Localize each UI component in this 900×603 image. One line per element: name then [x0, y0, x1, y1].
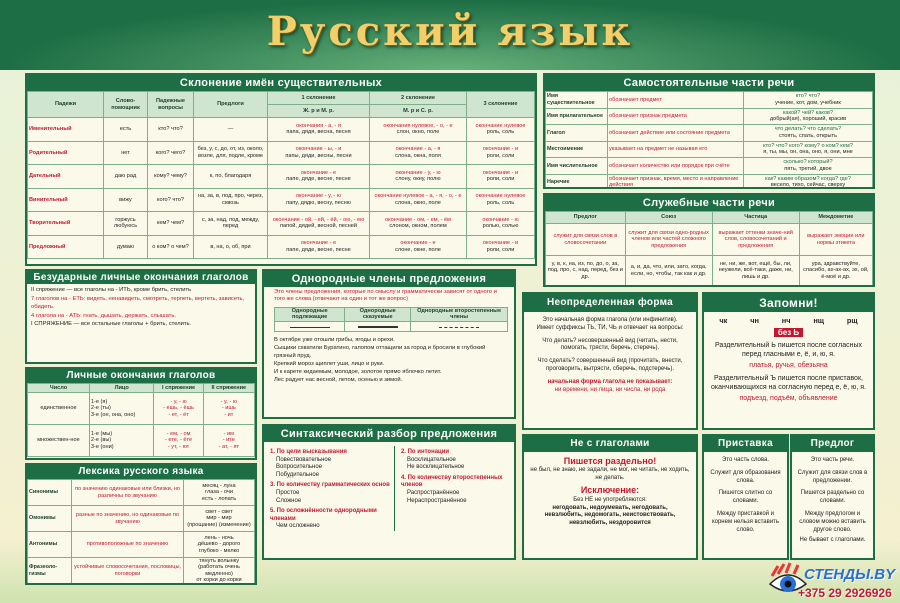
prefix-line: Служит для образования слова.	[710, 469, 781, 484]
declension-panel	[25, 73, 537, 266]
ending: окончание - ы, - и	[295, 146, 342, 153]
auxiliary-pos-title: Служебные части речи	[545, 195, 873, 211]
examples: ролью, солью	[482, 223, 519, 230]
col-subheader: М. р и С. р.	[370, 105, 467, 118]
col-header: Однородные сказуемые	[345, 308, 411, 322]
ending: окончание нулевое - а, - я, - о, - е	[374, 193, 462, 200]
pos-example	[744, 174, 873, 189]
syntax-heading: 4. По количеству второстепенных членов	[400, 474, 503, 489]
ending: - ишь	[221, 405, 236, 412]
ending: окончания - а, - я	[296, 122, 341, 129]
rule-line: II спряжение — все глаголы на - ИТЬ, кроме брить, стелить	[31, 287, 192, 293]
ne-verbs-panel	[522, 434, 698, 560]
declension-title: Склонение имён существительных	[27, 75, 535, 91]
syntax-item: Простое	[276, 489, 300, 496]
declension-cell	[370, 235, 467, 259]
case-cell: к, по, благодаря	[194, 165, 268, 189]
col-subheader: Ж. р и М. р.	[268, 105, 370, 118]
person-cell: 2-е (вы)	[90, 437, 112, 444]
ending: окончание - ю	[482, 216, 519, 223]
syntax-item: Нераспространённое	[406, 497, 467, 504]
lexicon-table	[27, 479, 255, 585]
col-header: II спряжение	[203, 384, 254, 393]
example-sentence: В октябре уже отошли грибы, ягоды и орехи.	[274, 336, 395, 343]
table-row	[28, 558, 255, 585]
pos-example	[744, 125, 873, 142]
col-header: Предлоги	[194, 92, 268, 118]
examples: папа, дядя, весна, песня	[286, 129, 351, 136]
aux-cell: выражает эмоции или нормы этикета	[799, 224, 872, 256]
personal-endings-table	[27, 383, 255, 457]
pos-name: Местоимение	[546, 141, 608, 158]
brand-name: СТЕНДЫ.BY	[804, 566, 896, 583]
aux-cell: ура, здравствуйте, спасибо, ах-ах-ах, эх, ой, ё-моё и др.	[799, 256, 872, 286]
col-header: Падежи	[28, 92, 104, 118]
preposition-line: Служит для связи слов в предложении.	[797, 469, 868, 484]
preposition-line: Пишется раздельно со словами.	[800, 490, 865, 505]
example: лень - ночь	[204, 534, 234, 541]
declension-cell	[268, 235, 370, 259]
col-header: I спряжение	[154, 384, 203, 393]
declension-cell	[467, 188, 535, 212]
case-cell: горжусь любуюсь	[104, 212, 148, 236]
ne-exception-title: Исключение:	[580, 485, 640, 496]
number-cell: множествен-ное	[28, 425, 90, 457]
brand-phone: +375 29 2926926	[798, 586, 892, 600]
case-name: Дательный	[28, 165, 104, 189]
pos-words: я, ты, мы, он, она, оно, я, они, мне	[763, 149, 853, 156]
examples: слона, окна, поля	[395, 152, 441, 159]
preposition-line: Между предлогом и словом можно вставить другое слово.	[799, 510, 866, 533]
homogeneous-title: Однородные члены предложения	[264, 271, 514, 287]
declension-cell	[370, 165, 467, 189]
table-row	[28, 480, 255, 506]
letter-combo: чн	[750, 316, 759, 325]
lexicon-definition: противоположные по значению	[72, 532, 184, 558]
pos-question: что делать? что сделать?	[774, 126, 842, 133]
remember-example: подъезд, подъём, объявление	[739, 395, 838, 402]
syntax-item: Распространённое	[406, 489, 460, 496]
col-header: Слово-помощник	[104, 92, 148, 118]
examples: роль, соль	[486, 199, 515, 206]
person-cell: 3-е (они)	[90, 443, 114, 450]
ne-exception-line: невзлюбить, нездоровится	[569, 519, 651, 526]
pos-definition: обозначает признак предмета	[608, 108, 744, 125]
case-cell: думаю	[104, 235, 148, 259]
case-name: Винительный	[28, 188, 104, 212]
col-header: Падежные вопросы	[148, 92, 194, 118]
pos-name: Имя существительное	[546, 92, 608, 109]
syntax-panel	[262, 424, 516, 560]
lexicon-title: Лексика русского языка	[27, 465, 255, 479]
letter-combo: нч	[781, 316, 791, 325]
aux-cell: служит для связи одно-родных членов или частей сложного предложения	[625, 224, 712, 256]
ending: окончание - и	[482, 169, 519, 176]
rule-line: 4 глагола на - АТЬ: гнать, дышать, держать, слышать.	[31, 312, 176, 319]
ending: окончание - и	[482, 146, 519, 153]
declension-cell	[467, 235, 535, 259]
col-header: Союз	[625, 212, 712, 224]
case-name: Родительный	[28, 141, 104, 165]
table-row	[28, 235, 535, 259]
preposition-line: Не бывает с глаголами.	[799, 537, 866, 544]
table-row	[28, 212, 535, 236]
table-row	[546, 174, 873, 189]
page-title: Русский язык	[266, 8, 634, 55]
remember-rule: Разделительный Ь пишется после согласных перед гласными е, ё, и, ю, я.	[714, 342, 863, 358]
rule-line: 7 глаголов на - ЕТЬ: видеть, ненавидеть, смотреть, терпеть, вертеть, зависеть, обидеть.	[31, 295, 245, 311]
pos-words: добрый(ая), хороший, красив	[769, 116, 847, 123]
ending: окончание - ом, - ем, - ём	[384, 216, 452, 223]
example: глаза - очи	[205, 489, 233, 496]
ending: окончание нулевое	[475, 193, 526, 200]
ending: окончание - ой, - ей, - ёй, - ою, - ею	[272, 216, 365, 223]
declension-cell	[467, 212, 535, 236]
lexicon-term: Омонимы	[28, 506, 72, 532]
pos-question: кто? что? кого? кому? о ком? кем?	[763, 142, 853, 149]
syntax-item: Чем осложнено	[276, 523, 320, 530]
ending: - ете, - ёте	[164, 437, 193, 444]
examples: слон, окно, поле	[396, 129, 440, 136]
col-header: 1 склонение	[268, 92, 370, 105]
table-row	[546, 92, 873, 109]
lexicon-example	[184, 506, 255, 532]
case-cell: на, за, в, под, про, через, сквозь	[194, 188, 268, 212]
syntax-item: Сложное	[276, 497, 302, 504]
case-cell: вижу	[104, 188, 148, 212]
case-name: Творительный	[28, 212, 104, 236]
table-row	[28, 506, 255, 532]
aux-cell: у, в, к, на, из, по, до, о, за, под, про, с, над, перед, без и др.	[546, 256, 626, 286]
remember-rule: Разделительный Ъ пишется после приставок, оканчивающихся на согласную перед е, ё, ю, я.	[711, 375, 866, 391]
case-name: Предложный	[28, 235, 104, 259]
ending: окончание - е	[300, 169, 337, 176]
syntax-item: Побудительное	[276, 471, 320, 478]
aux-cell: выражает оттенки значе-ний слов, словосочетаний и предложения	[712, 224, 799, 256]
syntax-heading: 3. По количеству грамматических основ	[270, 482, 390, 489]
prefix-panel	[702, 434, 789, 560]
lexicon-example	[184, 558, 255, 585]
pos-words: весело, тихо, сейчас, сверху	[770, 182, 846, 189]
table-row	[546, 141, 873, 158]
declension-cell	[268, 165, 370, 189]
lexicon-definition: устойчивые словосочетания, пословицы, поговорки	[72, 558, 184, 585]
table-row	[546, 108, 873, 125]
examples: роли, соли	[486, 152, 515, 159]
syntax-item: Восклицательное	[406, 456, 456, 463]
pos-name: Имя числительное	[546, 158, 608, 175]
col-header: Число	[28, 384, 90, 393]
auxiliary-pos-table	[545, 211, 873, 286]
examples: слоне, окне, поле	[395, 246, 441, 253]
letter-combo: нщ	[813, 316, 825, 325]
ending: - ут, - ют	[167, 443, 190, 450]
unstressed-endings-panel	[25, 269, 257, 364]
pos-question: какой? чей? каков?	[782, 109, 834, 116]
unstressed-endings-title: Безударные личные окончания глаголов	[27, 271, 255, 284]
infinitive-panel	[522, 292, 698, 430]
pos-words: пять, третий, двое	[784, 165, 832, 172]
ending: - у, - ю	[170, 398, 187, 405]
declension-cell	[370, 118, 467, 142]
rule-line: I СПРЯЖЕНИЕ — все остальные глаголы + брить, стелить.	[31, 321, 192, 328]
syntax-item: Вопросительное	[276, 464, 323, 471]
examples: роли, соли	[486, 176, 515, 183]
case-cell: даю рад	[104, 165, 148, 189]
auxiliary-pos-panel	[543, 193, 875, 287]
example-sentence: Лес радует нас весной, летом, осенью и зимой.	[274, 376, 403, 383]
ending: - ат, - ят	[218, 443, 240, 450]
declension-cell	[268, 212, 370, 236]
remember-example: платья, ручья, обезьяна	[749, 362, 828, 369]
table-row	[28, 165, 535, 189]
example-sentence: Крепкий мороз щиплет уши, лицо и руки.	[274, 360, 385, 367]
ending: окончание - е	[300, 240, 337, 247]
number-cell: единственное	[28, 393, 90, 425]
person-cell: 3-е (он, она, оно)	[90, 411, 136, 418]
infinitive-title: Неопределенная форма	[524, 294, 696, 312]
pos-definition: обозначает предмет	[608, 92, 744, 109]
case-cell: есть	[104, 118, 148, 142]
pos-question: кто? что?	[795, 93, 821, 100]
example: свет - свет	[205, 508, 233, 515]
ne-verbs-title: Не с глаголами	[524, 436, 696, 452]
pos-example	[744, 108, 873, 125]
pos-definition: обозначает признак, время, место и направление действия	[608, 174, 744, 189]
examples: папе, дяде, весне, песне	[286, 246, 351, 253]
declension-cell	[467, 141, 535, 165]
preposition-panel	[790, 434, 875, 560]
case-cell: о ком? о чем?	[148, 235, 194, 259]
homogeneous-panel	[262, 269, 516, 419]
pos-example	[744, 92, 873, 109]
col-header: Частица	[712, 212, 799, 224]
examples: роли, соли	[486, 246, 515, 253]
case-cell: в, на, о, об, при	[194, 235, 268, 259]
example: (прощание) (изменение)	[187, 521, 251, 528]
example: от корки до корки	[196, 577, 242, 584]
pos-example	[744, 158, 873, 175]
prefix-line: Это часть слова.	[721, 457, 770, 463]
example: мир - мир	[206, 515, 232, 522]
lexicon-definition: разные по значению, но одинаковые по звучанию	[72, 506, 184, 532]
case-cell: кого? чего?	[148, 141, 194, 165]
ending: окончание - и	[482, 240, 519, 247]
declension-cell	[268, 188, 370, 212]
declension-cell	[467, 165, 535, 189]
remember-title: Запомни!	[704, 294, 873, 312]
col-header: Предлог	[546, 212, 626, 224]
lexicon-term: Синонимы	[28, 480, 72, 506]
example: тянуть волынку	[198, 558, 240, 564]
independent-pos-title: Самостоятельные части речи	[545, 75, 873, 91]
ending: окончание - а, - я	[395, 146, 441, 153]
declension-cell	[370, 188, 467, 212]
prefix-line: Пишется слитно со словами.	[718, 490, 773, 505]
declension-table	[27, 91, 535, 259]
homogeneous-definition: Это члены предложения, которые по смыслу и грамматически зависят от одного и того же слова (отвечают на один и тот же вопрос)	[274, 289, 497, 302]
personal-endings-title: Личные окончания глаголов	[27, 369, 255, 383]
infinitive-line: Что сделать? совершенный вид (прочитать, внести, проговорить, вытрясти, сберечь, подстеречь).	[537, 358, 683, 372]
col-header: Междометие	[799, 212, 872, 224]
aux-cell: служит для связи слов в словосочетании	[546, 224, 626, 256]
examples: слоном, окном, полем	[389, 223, 447, 230]
examples: папу, дядю, весну, песню	[286, 199, 351, 206]
case-cell: кому? чему?	[148, 165, 194, 189]
lexicon-term: Антонимы	[28, 532, 72, 558]
case-cell: кто? что?	[148, 118, 194, 142]
table-row	[546, 158, 873, 175]
table-row	[28, 118, 535, 142]
col-header: 2 склонение	[370, 92, 467, 105]
independent-pos-table	[545, 91, 873, 189]
table-row	[28, 141, 535, 165]
ending: - ит	[224, 411, 234, 418]
example: (работать очень медленно)	[198, 564, 240, 577]
ending: - ет, - ёт	[168, 411, 189, 418]
case-cell: кого? что?	[148, 188, 194, 212]
ne-exception-line: негодовать, недоумевать, негодовать,	[552, 504, 668, 511]
ending: окончание нулевое	[475, 122, 526, 129]
case-name: Именительный	[28, 118, 104, 142]
examples: слона, окно, поле	[395, 199, 441, 206]
ending: окончания нулевое, - о, - е	[383, 122, 453, 129]
table-row	[546, 125, 873, 142]
table-row	[28, 188, 535, 212]
case-cell: —	[194, 118, 268, 142]
infinitive-line: Это начальная форма глагола (или инфинитив).	[542, 317, 678, 323]
examples: папе, дяде, весне, песне	[286, 176, 351, 183]
aux-cell: а, и, да, что, или, зато, когда, если, но, чтобы, так как и др.	[625, 256, 712, 286]
prefix-title: Приставка	[704, 436, 787, 452]
pos-name: Глагол	[546, 125, 608, 142]
col-header: 3 склонение	[467, 92, 535, 118]
example: есть - лопать	[201, 495, 237, 502]
declension-cell	[370, 141, 467, 165]
letter-combo: рщ	[846, 316, 858, 325]
ending: - ешь, - ёшь	[163, 405, 195, 412]
examples: папы, дяди, весны, песни	[285, 152, 352, 159]
example: глубоко - мелко	[198, 547, 240, 554]
examples: роль, соль	[486, 129, 515, 136]
col-header: Однородные подлежащие	[275, 308, 345, 322]
pos-question: как? каким образом? когда? где?	[765, 175, 851, 182]
syntax-item: Не восклицательное	[406, 464, 465, 471]
ne-exception-line: невзлюбить, недомогать, неистовствовать,	[544, 512, 676, 519]
pos-definition: обозначает количество или порядок при счёте	[608, 158, 744, 175]
aux-cell: не, ни, же, вот, ещё, бы, ли, неужели, всё-таки, даже, ни, лишь и др.	[712, 256, 799, 286]
case-cell: кем? чем?	[148, 212, 194, 236]
no-soft-sign: без Ь	[774, 328, 803, 337]
infinitive-line: начальная форма глагола не показывает:	[547, 378, 673, 385]
pos-definition: указывает на предмет не называя его	[608, 141, 744, 158]
declension-cell	[268, 118, 370, 142]
case-cell: без, у, с, до, от, из, около, возле, для, подле, кроме	[194, 141, 268, 165]
syntax-title: Синтаксический разбор предложения	[264, 426, 514, 442]
col-header: Однородные второстепенные члены	[411, 308, 508, 322]
ending: окончание - е	[400, 240, 436, 247]
preposition-line: Это часть речи.	[810, 457, 855, 463]
syntax-heading: 2. По интонации	[400, 449, 450, 455]
ending: окончание - у, - ю	[295, 193, 342, 200]
syntax-heading: 5. По осложнённости однородными членами	[270, 508, 377, 522]
declension-cell	[268, 141, 370, 165]
person-cell: 1-е (мы)	[90, 430, 113, 437]
ending: окончание - у, - ю	[395, 169, 441, 176]
examples: слону, окну, полю	[395, 176, 441, 183]
pos-example	[744, 141, 873, 158]
ne-examples: не был, не знаю, не задали, не мог, не читать, не ходить, не делать.	[530, 467, 690, 481]
homogeneous-table	[274, 307, 508, 332]
declension-cell	[467, 118, 535, 142]
pos-words: стоять, спать, открыть	[778, 132, 838, 139]
person-cell: 2-е (ты)	[90, 405, 111, 412]
example: дёшево - дорого	[197, 541, 241, 548]
pos-name: Имя прилагательное	[546, 108, 608, 125]
ending: - у, - ю	[220, 398, 238, 405]
ne-rule: Пишется раздельно!	[563, 456, 657, 466]
case-cell: нет	[104, 141, 148, 165]
infinitive-line: Имеет суффиксы ТЬ, ТИ, ЧЬ и отвечает на вопросы:	[536, 324, 684, 331]
brand-logo	[768, 562, 900, 603]
lexicon-definition: по значению одинаковые или близки, но различны по звучанию	[72, 480, 184, 506]
lexicon-term: Фразеоло-гизмы	[28, 558, 72, 585]
lexicon-example	[184, 480, 255, 506]
lexicon-panel	[25, 463, 257, 585]
ending: - ите	[222, 437, 235, 444]
preposition-title: Предлог	[792, 436, 873, 452]
ne-exception-line: Без НЕ не употребляются:	[573, 497, 647, 504]
syntax-item: Повествовательное	[276, 456, 332, 463]
remember-panel	[702, 292, 875, 430]
prefix-line: Между приставкой и корнем нельзя вставить слово.	[711, 510, 780, 533]
infinitive-line: ни времени, ни лица, ни числа, ни рода	[554, 386, 666, 393]
declension-cell	[370, 212, 467, 236]
col-header: Лицо	[89, 384, 154, 393]
person-cell: 1-е (я)	[90, 398, 108, 405]
pos-definition: обозначает действие или состояние предмета	[608, 125, 744, 142]
case-cell: с, за, над, под, между, перед	[194, 212, 268, 236]
independent-pos-panel	[543, 73, 875, 189]
syntax-heading: 1. По цели высказывания	[270, 449, 347, 455]
personal-endings-panel	[25, 367, 257, 460]
example-sentence: Сыщики схватили Буратино, галопом оттащили за город и бросили в глубокий грязный пруд.	[274, 344, 486, 359]
ending: - им	[223, 430, 235, 437]
pos-name: Наречие	[546, 174, 608, 189]
ending: - ем, - ом	[166, 430, 191, 437]
infinitive-line: Что делать? несовершенный вид (читать, нести, помогать, трясти, беречь, стеречь).	[542, 337, 678, 352]
letter-combo: чк	[719, 316, 728, 325]
example: месяц - луна	[202, 482, 236, 489]
table-row	[28, 532, 255, 558]
lexicon-example	[184, 532, 255, 558]
pos-words: учение, кот, дом, учебник	[775, 99, 841, 106]
examples: папой, дядей, весной, песней	[280, 223, 357, 230]
example-sentence: И к карете кидаемым, молодое, золотое прямо яблочко летит.	[274, 368, 442, 375]
pos-question: сколько? который?	[783, 159, 833, 166]
